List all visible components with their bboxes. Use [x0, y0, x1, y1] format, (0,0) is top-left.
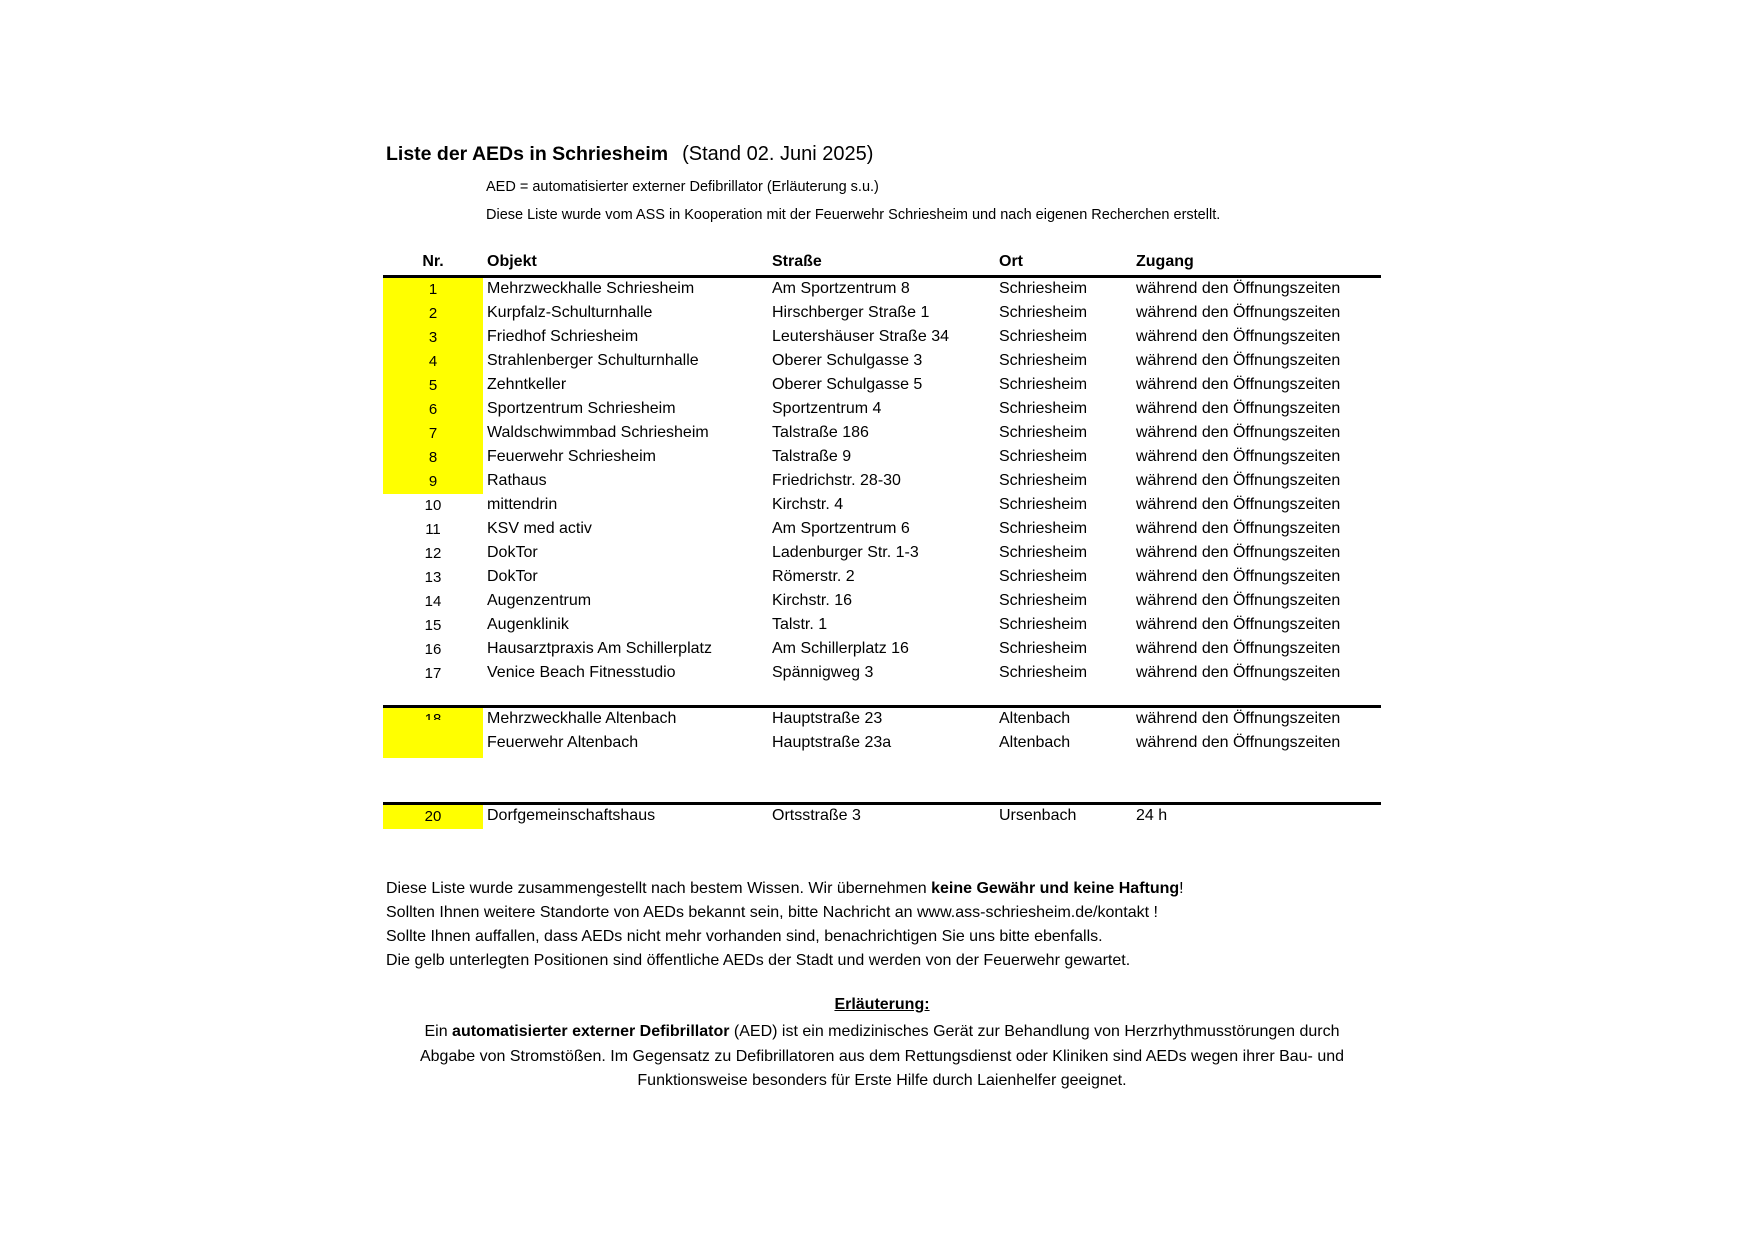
- table-row: [383, 732, 1381, 756]
- table-row: [383, 302, 1381, 326]
- cell-ort: Schriesheim: [999, 304, 1088, 321]
- cell-strasse: Römerstr. 2: [772, 568, 855, 585]
- cell-ort: Altenbach: [999, 710, 1071, 727]
- cell-nr: 17: [424, 665, 442, 682]
- table-row: [383, 326, 1381, 350]
- cell-objekt: DokTor: [487, 544, 538, 561]
- cell-zugang: während den Öffnungszeiten: [1136, 616, 1341, 633]
- page-title: [386, 143, 873, 166]
- table-row: [383, 374, 1381, 398]
- cell-objekt: Friedhof Schriesheim: [487, 328, 639, 345]
- cell-zugang: während den Öffnungszeiten: [1136, 448, 1341, 465]
- cell-ort: Altenbach: [999, 734, 1071, 751]
- cell-zugang: während den Öffnungszeiten: [1136, 592, 1341, 609]
- cell-strasse: Kirchstr. 16: [772, 592, 853, 609]
- cell-strasse: Am Schillerplatz 16: [772, 640, 909, 657]
- note-line-1: Diese Liste wurde zusammengestellt nach bestem Wissen. Wir übernehmen keine Gewähr und keine Haftung!: [386, 880, 1184, 897]
- note-disclaimer-bold: keine Gewähr und keine Haftung: [931, 880, 1180, 897]
- cell-ort: Schriesheim: [999, 520, 1088, 537]
- cell-zugang: während den Öffnungszeiten: [1136, 472, 1341, 489]
- cell-strasse: Friedrichstr. 28-30: [772, 472, 901, 489]
- highlight-fill: [383, 720, 483, 758]
- cell-zugang: während den Öffnungszeiten: [1136, 496, 1341, 513]
- cell-ort: Schriesheim: [999, 448, 1088, 465]
- cell-objekt: DokTor: [487, 568, 538, 585]
- cell-zugang: während den Öffnungszeiten: [1136, 640, 1341, 657]
- cell-strasse: Oberer Schulgasse 5: [772, 376, 923, 393]
- cell-zugang: während den Öffnungszeiten: [1136, 400, 1341, 417]
- cell-ort: Schriesheim: [999, 544, 1088, 561]
- cell-nr: 13: [424, 569, 442, 586]
- cell-nr: 5: [383, 374, 483, 398]
- cell-objekt: Hausarztpraxis Am Schillerplatz: [487, 640, 712, 657]
- cell-ort: Schriesheim: [999, 400, 1088, 417]
- cell-nr: 4: [383, 350, 483, 374]
- cell-nr: 11: [425, 521, 441, 538]
- cell-strasse: Am Sportzentrum 6: [772, 520, 910, 537]
- cell-ort: Schriesheim: [999, 664, 1088, 681]
- cell-objekt: Augenklinik: [487, 616, 569, 633]
- cell-objekt: Zehntkeller: [487, 376, 567, 393]
- title-main: Liste der AEDs in Schriesheim: [386, 143, 669, 165]
- subtitle-source-note: Diese Liste wurde vom ASS in Kooperation mit der Feuerwehr Schriesheim und nach eigenen Recherchen erstellt.: [486, 207, 1221, 223]
- cell-nr: 10: [424, 497, 442, 514]
- title-stand-date: (Stand 02. Juni 2025): [682, 143, 874, 165]
- table-row: [383, 278, 1381, 302]
- table-row: [383, 446, 1381, 470]
- cell-objekt: Sportzentrum Schriesheim: [487, 400, 676, 417]
- cell-objekt: Dorfgemeinschaftshaus: [487, 807, 656, 824]
- section-rule-ursenbach: [383, 802, 1381, 805]
- table-row: [383, 542, 1381, 566]
- cell-ort: Schriesheim: [999, 424, 1088, 441]
- header-ort: Ort: [999, 253, 1023, 270]
- cell-strasse: Leutershäuser Straße 34: [772, 328, 949, 345]
- header-objekt: Objekt: [487, 253, 537, 270]
- aed-table: [383, 252, 1381, 832]
- explanation-term: automatisierter externer Defibrillator: [452, 1023, 730, 1040]
- cell-ort: Schriesheim: [999, 328, 1088, 345]
- note-line-3: Sollte Ihnen auffallen, dass AEDs nicht mehr vorhanden sind, benachrichtigen Sie uns bitte ebenfalls.: [386, 928, 1103, 945]
- note-line-4: Die gelb unterlegten Positionen sind öffentliche AEDs der Stadt und werden von der Feuerwehr gewartet.: [386, 952, 1131, 969]
- table-row: [383, 805, 1381, 829]
- cell-nr: 14: [424, 593, 442, 610]
- section-rule-altenbach: [383, 705, 1381, 708]
- cell-nr: 2: [383, 302, 483, 326]
- table-row: [383, 662, 1381, 686]
- cell-ort: Schriesheim: [999, 592, 1088, 609]
- cell-zugang: 24 h: [1136, 807, 1168, 824]
- cell-zugang: während den Öffnungszeiten: [1136, 568, 1341, 585]
- cell-ort: Schriesheim: [999, 640, 1088, 657]
- explanation-line-1: Ein automatisierter externer Defibrillator (AED) ist ein medizinisches Gerät zur Behandlung von Herzrhythmusstörungen durch: [424, 1023, 1340, 1040]
- explanation-line-3: Funktionsweise besonders für Erste Hilfe durch Laienhelfer geeignet.: [637, 1072, 1127, 1089]
- cell-nr: 1: [383, 278, 483, 302]
- cell-strasse: Oberer Schulgasse 3: [772, 352, 923, 369]
- cell-ort: Schriesheim: [999, 496, 1088, 513]
- table-row: [383, 350, 1381, 374]
- header-nr: Nr.: [422, 253, 444, 270]
- cell-strasse: Hauptstraße 23: [772, 710, 883, 727]
- cell-zugang: während den Öffnungszeiten: [1136, 734, 1341, 751]
- cell-strasse: Ortsstraße 3: [772, 807, 861, 824]
- cell-objekt: Feuerwehr Altenbach: [487, 734, 639, 751]
- cell-objekt: Waldschwimmbad Schriesheim: [487, 424, 709, 441]
- cell-objekt: Mehrzweckhalle Schriesheim: [487, 280, 695, 297]
- table-header: [383, 252, 1381, 276]
- cell-strasse: Kirchstr. 4: [772, 496, 844, 513]
- subtitle-aed-definition: AED = automatisierter externer Defibrillator (Erläuterung s.u.): [486, 179, 879, 195]
- cell-zugang: während den Öffnungszeiten: [1136, 304, 1341, 321]
- cell-strasse: Talstr. 1: [772, 616, 828, 633]
- explanation-line-2: Abgabe von Stromstößen. Im Gegensatz zu Defibrillatoren aus dem Rettungsdienst oder Kliniken sind AEDs wegen ihrer Bau- und: [419, 1047, 1345, 1065]
- cell-strasse: Ladenburger Str. 1-3: [772, 544, 919, 561]
- table-row: [383, 422, 1381, 446]
- cell-zugang: während den Öffnungszeiten: [1136, 280, 1341, 297]
- cell-objekt: KSV med activ: [487, 520, 592, 537]
- cell-nr: 7: [383, 422, 483, 446]
- cell-ort: Schriesheim: [999, 376, 1088, 393]
- table-row: [383, 494, 1381, 518]
- cell-nr: 12: [424, 545, 442, 562]
- table-row: [383, 590, 1381, 614]
- table-row: [383, 518, 1381, 542]
- cell-ort: Schriesheim: [999, 352, 1088, 369]
- cell-zugang: während den Öffnungszeiten: [1136, 544, 1341, 561]
- cell-zugang: während den Öffnungszeiten: [1136, 664, 1341, 681]
- cell-objekt: Kurpfalz-Schulturnhalle: [487, 304, 653, 321]
- cell-ort: Schriesheim: [999, 616, 1088, 633]
- cell-nr: 9: [383, 470, 483, 494]
- explanation-heading: Erläuterung:: [834, 996, 930, 1013]
- note-line-2: Sollten Ihnen weitere Standorte von AEDs bekannt sein, bitte Nachricht an www.ass-schriesheim.de/kontakt !: [386, 904, 1158, 921]
- cell-strasse: Spännigweg 3: [772, 664, 874, 681]
- cell-strasse: Talstraße 9: [772, 448, 852, 465]
- table-row: [383, 614, 1381, 638]
- cell-nr: 3: [383, 326, 483, 350]
- notes-block: [386, 877, 1184, 973]
- cell-objekt: Venice Beach Fitnesstudio: [487, 664, 676, 681]
- cell-strasse: Sportzentrum 4: [772, 400, 882, 417]
- header-strasse: Straße: [772, 253, 822, 270]
- cell-zugang: während den Öffnungszeiten: [1136, 352, 1341, 369]
- cell-ort: Ursenbach: [999, 807, 1077, 824]
- cell-strasse: Am Sportzentrum 8: [772, 280, 910, 297]
- cell-zugang: während den Öffnungszeiten: [1136, 520, 1341, 537]
- table-row: [383, 708, 1381, 732]
- cell-ort: Schriesheim: [999, 472, 1088, 489]
- cell-objekt: Strahlenberger Schulturnhalle: [487, 352, 699, 369]
- cell-zugang: während den Öffnungszeiten: [1136, 376, 1341, 393]
- header-zugang: Zugang: [1136, 253, 1194, 270]
- cell-nr: 6: [383, 398, 483, 422]
- cell-objekt: Rathaus: [487, 472, 547, 489]
- cell-ort: Schriesheim: [999, 280, 1088, 297]
- cell-ort: Schriesheim: [999, 568, 1088, 585]
- table-row: [383, 398, 1381, 422]
- cell-nr: 16: [424, 641, 442, 658]
- cell-zugang: während den Öffnungszeiten: [1136, 424, 1341, 441]
- cell-objekt: Feuerwehr Schriesheim: [487, 448, 656, 465]
- cell-objekt: Mehrzweckhalle Altenbach: [487, 710, 677, 727]
- cell-zugang: während den Öffnungszeiten: [1136, 710, 1341, 727]
- cell-strasse: Hirschberger Straße 1: [772, 304, 930, 321]
- explanation-text: [383, 1020, 1381, 1094]
- cell-nr: 20: [383, 805, 483, 829]
- cell-objekt: Augenzentrum: [487, 592, 592, 609]
- cell-strasse: Hauptstraße 23a: [772, 734, 892, 751]
- cell-nr: 8: [383, 446, 483, 470]
- cell-zugang: während den Öffnungszeiten: [1136, 328, 1341, 345]
- cell-nr: 15: [424, 617, 442, 634]
- table-row: [383, 470, 1381, 494]
- table-row: [383, 566, 1381, 590]
- cell-objekt: mittendrin: [487, 496, 558, 513]
- cell-strasse: Talstraße 186: [772, 424, 869, 441]
- table-row: [383, 638, 1381, 662]
